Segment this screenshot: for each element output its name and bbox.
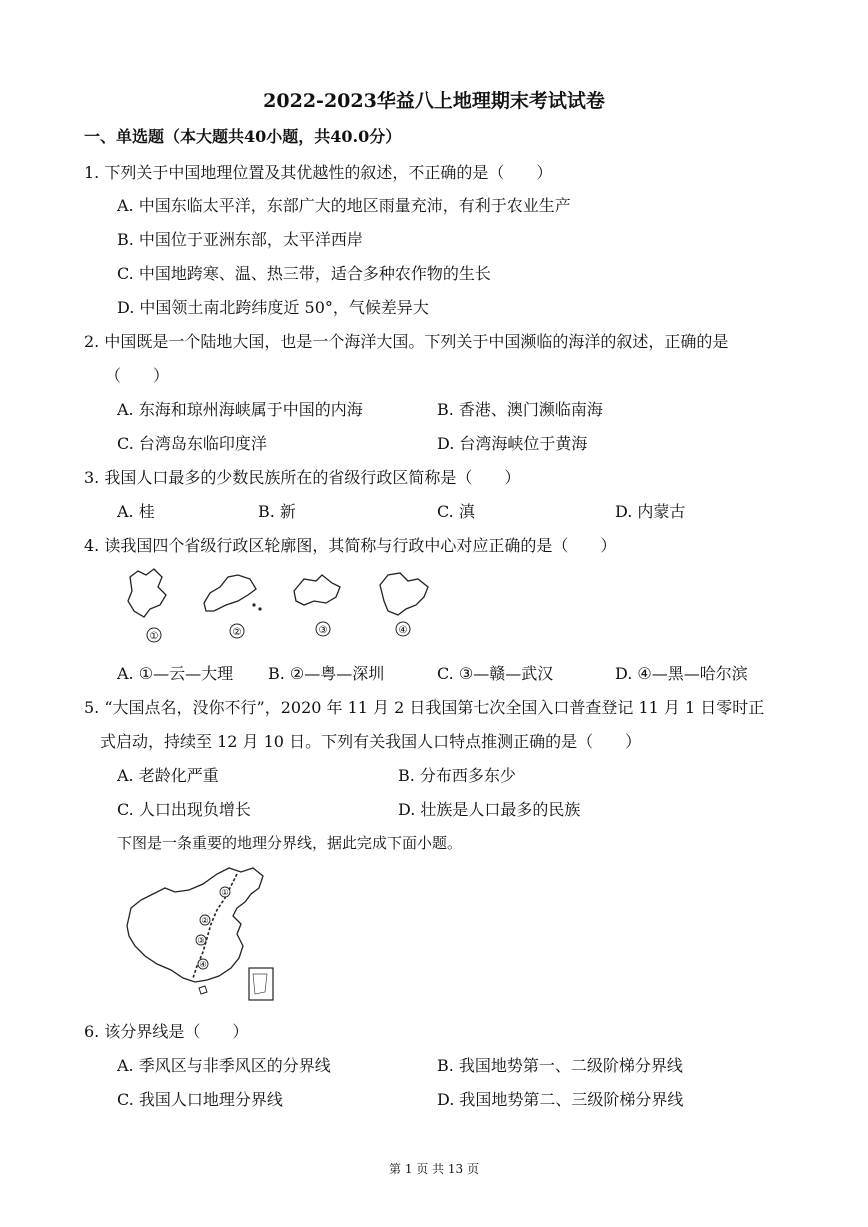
- province-outline-3: [294, 575, 340, 605]
- q6-option-c: C. 我国人口地理分界线: [117, 1090, 283, 1109]
- q6-option-a: A. 季风区与非季风区的分界线: [117, 1056, 331, 1075]
- province-label-4: ④: [398, 625, 408, 636]
- hainan-island: [199, 986, 207, 994]
- question-1-stem: 1. 下列关于中国地理位置及其优越性的叙述，不正确的是（ ）: [84, 163, 553, 182]
- province-label-1: ①: [149, 631, 159, 642]
- q4-option-c: C. ③—赣—武汉: [437, 664, 554, 683]
- q3-option-d: D. 内蒙古: [615, 502, 686, 521]
- province-label-2: ②: [232, 627, 242, 638]
- q2-option-a: A. 东海和琼州海峡属于中国的内海: [117, 400, 363, 419]
- question-4-stem: 4. 读我国四个省级行政区轮廓图，其简称与行政中心对应正确的是（ ）: [84, 536, 617, 555]
- q6-option-d: D. 我国地势第二、三级阶梯分界线: [437, 1090, 684, 1109]
- south-china-sea-inset: [249, 968, 273, 1000]
- province-outlines-figure: [118, 565, 448, 647]
- province-label-3: ③: [318, 625, 328, 636]
- china-outline: [127, 868, 263, 982]
- q6-option-b: B. 我国地势第一、二级阶梯分界线: [437, 1056, 683, 1075]
- question-2-stem: 2. 中国既是一个陆地大国，也是一个海洋大国。下列关于中国濒临的海洋的叙述，正确的是: [84, 332, 729, 351]
- q2-option-d: D. 台湾海峡位于黄海: [437, 434, 588, 453]
- page-title: 2022-2023华益八上地理期末考试试卷: [263, 90, 605, 112]
- q2-option-c: C. 台湾岛东临印度洋: [117, 434, 267, 453]
- question-3-stem: 3. 我国人口最多的少数民族所在的省级行政区简称是（ ）: [84, 468, 521, 487]
- q3-option-a: A. 桂: [117, 502, 155, 521]
- boundary-label-2: ②: [201, 916, 209, 925]
- q3-option-c: C. 滇: [437, 502, 475, 521]
- q5-option-d: D. 壮族是人口最多的民族: [398, 800, 581, 819]
- province-outline-4: [380, 573, 428, 615]
- boundary-label-3: ③: [197, 936, 205, 945]
- material-note: 下图是一条重要的地理分界线，据此完成下面小题。: [117, 834, 463, 852]
- q4-option-b: B. ②—粤—深圳: [268, 664, 385, 683]
- province-outline-1: [128, 569, 166, 617]
- q2-option-b: B. 香港、澳门濒临南海: [437, 400, 603, 419]
- q5-option-a: A. 老龄化严重: [117, 766, 219, 785]
- page-footer: 第 1 页 共 13 页: [389, 1162, 479, 1176]
- q4-option-d: D. ④—黑—哈尔滨: [615, 664, 748, 683]
- question-2-stem-cont: （ ）: [105, 366, 170, 385]
- q5-option-c: C. 人口出现负增长: [117, 800, 251, 819]
- q3-option-b: B. 新: [258, 502, 296, 521]
- q1-option-d: D. 中国领土南北跨纬度近 50°，气候差异大: [117, 298, 429, 317]
- q1-option-a: A. 中国东临太平洋，东部广大的地区雨量充沛，有利于农业生产: [117, 196, 571, 215]
- q1-option-c: C. 中国地跨寒、温、热三带，适合多种农作物的生长: [117, 264, 491, 283]
- question-6-stem: 6. 该分界线是（ ）: [84, 1022, 249, 1041]
- question-5-stem-cont: 式启动，持续至 12 月 10 日。下列有关我国人口特点推测正确的是（ ）: [100, 732, 642, 751]
- province-outline-2: [204, 575, 256, 611]
- china-boundary-map: [117, 862, 282, 1004]
- q1-option-b: B. 中国位于亚洲东部，太平洋西岸: [117, 230, 363, 249]
- boundary-label-4: ④: [199, 960, 207, 969]
- q5-option-b: B. 分布西多东少: [398, 766, 516, 785]
- boundary-label-1: ①: [221, 888, 229, 897]
- q4-option-a: A. ①—云—大理: [117, 664, 234, 683]
- section-heading: 一、单选题（本大题共40小题，共40.0分）: [84, 127, 402, 146]
- question-5-stem: 5. “大国点名，没你不行”，2020 年 11 月 2 日我国第七次全国入口普查登记 11 月 1 日零时正: [84, 698, 765, 717]
